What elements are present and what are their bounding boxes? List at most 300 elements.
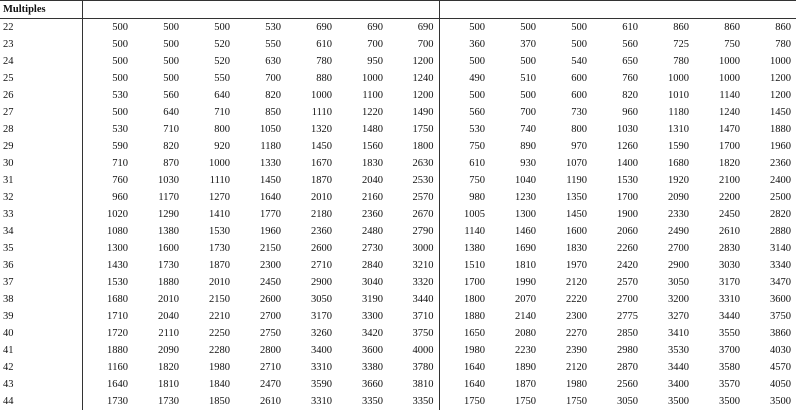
table-cell: 490: [469, 73, 485, 84]
table-row: [0, 138, 796, 155]
table-cell: 3320: [388, 274, 439, 291]
table-cell: 2360: [770, 158, 791, 169]
table-cell: 1260: [617, 141, 638, 152]
table-cell: 1450: [770, 107, 791, 118]
table-cell: 1450: [260, 175, 281, 186]
table-cell: 3500: [719, 396, 740, 407]
table-cell: 1010: [668, 90, 689, 101]
table-cell: 1680: [668, 158, 689, 169]
table-cell: 1330: [260, 158, 281, 169]
table-cell: 500: [571, 39, 587, 50]
table-cell: 1030: [158, 175, 179, 186]
table-cell: 3600: [770, 294, 791, 305]
table-cell: 3810: [388, 376, 439, 393]
table-cell: 1920: [668, 175, 689, 186]
table-cell: 2270: [566, 328, 587, 339]
table-cell: 1000: [770, 56, 791, 67]
table-cell: 780: [775, 39, 791, 50]
table-cell: 800: [571, 124, 587, 135]
table-cell: 1980: [566, 379, 587, 390]
table-cell: 1880: [107, 345, 128, 356]
table-cell: 3300: [362, 311, 383, 322]
table-cell: 3710: [388, 308, 439, 325]
table-cell: 3550: [719, 328, 740, 339]
table-cell: 1720: [107, 328, 128, 339]
table-cell: 2100: [719, 175, 740, 186]
table-cell: 2330: [668, 209, 689, 220]
table-cell: 1650: [464, 328, 485, 339]
table-cell: 500: [163, 56, 179, 67]
table-cell: 1240: [388, 70, 439, 87]
table-cell: 2700: [260, 311, 281, 322]
table-cell: 1990: [515, 277, 536, 288]
table-cell: 3340: [770, 260, 791, 271]
table-cell: 1450: [566, 209, 587, 220]
table-cell: 1200: [388, 87, 439, 104]
table-cell: 820: [622, 90, 638, 101]
table-cell: 1050: [260, 124, 281, 135]
table-cell: 560: [622, 39, 638, 50]
table-cell: 1300: [515, 209, 536, 220]
table-cell: 1730: [158, 260, 179, 271]
table-cell: 3400: [668, 379, 689, 390]
table-cell: 2360: [362, 209, 383, 220]
table-cell: 1350: [566, 192, 587, 203]
table-cell: 2800: [260, 345, 281, 356]
table-cell: 800: [214, 124, 230, 135]
table-cell: 3440: [719, 311, 740, 322]
table-cell: 2250: [209, 328, 230, 339]
table-cell: 1430: [107, 260, 128, 271]
table-cell: 1160: [107, 362, 128, 373]
table-cell: 640: [214, 90, 230, 101]
table-cell: 2600: [260, 294, 281, 305]
table-cell: 1270: [209, 192, 230, 203]
table-cell: 500: [163, 73, 179, 84]
table-cell: 2480: [362, 226, 383, 237]
table-cell: 1830: [566, 243, 587, 254]
row-label: 39: [0, 308, 82, 325]
table-cell: 1180: [668, 107, 689, 118]
table-cell: 3170: [311, 311, 332, 322]
table-cell: 2070: [515, 294, 536, 305]
table-cell: 750: [469, 141, 485, 152]
table-cell: 2570: [388, 189, 439, 206]
table-cell: 3310: [719, 294, 740, 305]
table-cell: 2750: [260, 328, 281, 339]
table-cell: 2500: [770, 192, 791, 203]
table-cell: 2880: [770, 226, 791, 237]
table-cell: 1590: [668, 141, 689, 152]
table-cell: 1810: [158, 379, 179, 390]
table-cell: 3500: [668, 396, 689, 407]
row-label: 34: [0, 223, 82, 240]
table-cell: 530: [112, 124, 128, 135]
table-cell: 1730: [107, 396, 128, 407]
table-cell: 3380: [362, 362, 383, 373]
table-row: [0, 223, 796, 240]
row-label: 43: [0, 376, 82, 393]
table-row: [0, 36, 796, 53]
row-label: 30: [0, 155, 82, 172]
table-cell: 2230: [515, 345, 536, 356]
table-cell: 850: [265, 107, 281, 118]
table-cell: 3270: [668, 311, 689, 322]
table-cell: 710: [112, 158, 128, 169]
table-row: [0, 325, 796, 342]
table-cell: 3420: [362, 328, 383, 339]
table-cell: 1820: [158, 362, 179, 373]
table-cell: 610: [316, 39, 332, 50]
table-cell: 750: [469, 175, 485, 186]
table-cell: 1870: [209, 260, 230, 271]
table-cell: 930: [520, 158, 536, 169]
table-cell: 700: [520, 107, 536, 118]
table-cell: 4000: [388, 342, 439, 359]
table-cell: 1700: [719, 141, 740, 152]
table-cell: 1290: [158, 209, 179, 220]
table-cell: 1850: [209, 396, 230, 407]
table-cell: 3050: [311, 294, 332, 305]
table-cell: 3750: [388, 325, 439, 342]
table-cell: 1470: [719, 124, 740, 135]
table-cell: 2450: [260, 277, 281, 288]
table-cell: 3860: [770, 328, 791, 339]
table-cell: 2220: [566, 294, 587, 305]
table-cell: 4050: [770, 379, 791, 390]
row-label: 25: [0, 70, 82, 87]
table-cell: 2730: [362, 243, 383, 254]
table-cell: 4570: [770, 362, 791, 373]
table-row: [0, 104, 796, 121]
table-cell: 2490: [668, 226, 689, 237]
table-cell: 700: [367, 39, 383, 50]
table-cell: 3050: [617, 396, 638, 407]
row-label: 33: [0, 206, 82, 223]
table-cell: 1000: [719, 73, 740, 84]
table-cell: 500: [520, 90, 536, 101]
table-cell: 1870: [515, 379, 536, 390]
table-cell: 1640: [260, 192, 281, 203]
table-cell: 1680: [107, 294, 128, 305]
table-cell: 1180: [260, 141, 281, 152]
row-label: 23: [0, 36, 82, 53]
row-label: 38: [0, 291, 82, 308]
table-cell: 2670: [388, 206, 439, 223]
table-cell: 2120: [566, 362, 587, 373]
table-cell: 2710: [260, 362, 281, 373]
table-cell: 2530: [388, 172, 439, 189]
table-cell: 1080: [107, 226, 128, 237]
table-cell: 1170: [158, 192, 179, 203]
table-row: [0, 257, 796, 274]
table-cell: 2090: [158, 345, 179, 356]
table-cell: 1000: [362, 73, 383, 84]
table-cell: 860: [724, 22, 740, 33]
table-row: [0, 376, 796, 393]
table-cell: 2790: [388, 223, 439, 240]
table-cell: 2040: [362, 175, 383, 186]
table-cell: 610: [469, 158, 485, 169]
table-cell: 1140: [719, 90, 740, 101]
table-cell: 1380: [464, 243, 485, 254]
table-cell: 3190: [362, 294, 383, 305]
table-cell: 500: [571, 22, 587, 33]
table-row: [0, 291, 796, 308]
row-label: 36: [0, 257, 82, 274]
table-cell: 500: [112, 73, 128, 84]
row-label: 22: [0, 19, 82, 37]
table-cell: 2900: [668, 260, 689, 271]
table-cell: 860: [673, 22, 689, 33]
table-cell: 1490: [388, 104, 439, 121]
table-row: [0, 359, 796, 376]
table-cell: 1480: [362, 124, 383, 135]
table-cell: 1700: [617, 192, 638, 203]
table-cell: 700: [388, 36, 439, 53]
table-cell: 1640: [107, 379, 128, 390]
table-cell: 2010: [311, 192, 332, 203]
table-cell: 890: [520, 141, 536, 152]
table-cell: 360: [469, 39, 485, 50]
table-cell: 640: [163, 107, 179, 118]
table-cell: 690: [316, 22, 332, 33]
table-cell: 1230: [515, 192, 536, 203]
table-row: [0, 155, 796, 172]
table-cell: 2870: [617, 362, 638, 373]
table-cell: 1240: [719, 107, 740, 118]
table-cell: 500: [469, 56, 485, 67]
table-cell: 2470: [260, 379, 281, 390]
table-cell: 1750: [515, 396, 536, 407]
table-cell: 730: [571, 107, 587, 118]
table-cell: 3040: [362, 277, 383, 288]
table-cell: 3170: [719, 277, 740, 288]
table-cell: 2300: [566, 311, 587, 322]
header-label: Multiples: [0, 1, 82, 19]
table-cell: 1970: [566, 260, 587, 271]
table-cell: 1980: [209, 362, 230, 373]
table-cell: 1000: [719, 56, 740, 67]
table-cell: 1530: [107, 277, 128, 288]
table-cell: 560: [469, 107, 485, 118]
table-cell: 1200: [770, 73, 791, 84]
table-cell: 370: [520, 39, 536, 50]
table-cell: 3590: [311, 379, 332, 390]
table-cell: 3310: [311, 396, 332, 407]
table-cell: 820: [265, 90, 281, 101]
table-cell: 1820: [719, 158, 740, 169]
table-cell: 1810: [515, 260, 536, 271]
table-cell: 3440: [388, 291, 439, 308]
table-cell: 2600: [311, 243, 332, 254]
table-cell: 1710: [107, 311, 128, 322]
table-cell: 530: [469, 124, 485, 135]
row-label: 29: [0, 138, 82, 155]
table-cell: 2850: [617, 328, 638, 339]
table-cell: 1600: [566, 226, 587, 237]
table-cell: 2150: [260, 243, 281, 254]
table-cell: 520: [214, 39, 230, 50]
table-cell: 1600: [158, 243, 179, 254]
table-cell: 960: [112, 192, 128, 203]
table-cell: 3030: [719, 260, 740, 271]
table-row: [0, 189, 796, 206]
table-cell: 3200: [668, 294, 689, 305]
table-cell: 980: [469, 192, 485, 203]
table-cell: 710: [214, 107, 230, 118]
table-cell: 1070: [566, 158, 587, 169]
table-cell: 2160: [362, 192, 383, 203]
table-cell: 1200: [770, 90, 791, 101]
table-cell: 1110: [209, 175, 230, 186]
table-cell: 880: [316, 73, 332, 84]
table-cell: 970: [571, 141, 587, 152]
table-cell: 1320: [311, 124, 332, 135]
table-cell: 1190: [566, 175, 587, 186]
table-cell: 500: [163, 39, 179, 50]
table-cell: 2610: [719, 226, 740, 237]
table-cell: 650: [622, 56, 638, 67]
header-row: [0, 1, 796, 19]
table-row: [0, 87, 796, 104]
table-cell: 1870: [311, 175, 332, 186]
table-cell: 3440: [668, 362, 689, 373]
row-label: 35: [0, 240, 82, 257]
table-cell: 690: [367, 22, 383, 33]
table-cell: 1670: [311, 158, 332, 169]
table-cell: 1730: [209, 243, 230, 254]
table-cell: 550: [265, 39, 281, 50]
table-cell: 1890: [515, 362, 536, 373]
table-cell: 2090: [668, 192, 689, 203]
table-cell: 500: [163, 22, 179, 33]
table-cell: 2060: [617, 226, 638, 237]
table-cell: 2110: [158, 328, 179, 339]
table-cell: 2700: [668, 243, 689, 254]
table-cell: 1400: [617, 158, 638, 169]
table-cell: 1030: [617, 124, 638, 135]
table-cell: 1980: [464, 345, 485, 356]
table-cell: 2630: [388, 155, 439, 172]
table-cell: 760: [622, 73, 638, 84]
table-row: [0, 240, 796, 257]
table-cell: 1640: [464, 362, 485, 373]
table-cell: 2140: [515, 311, 536, 322]
table-cell: 1800: [464, 294, 485, 305]
table-cell: 3210: [388, 257, 439, 274]
table-cell: 1960: [770, 141, 791, 152]
table-cell: 1140: [464, 226, 485, 237]
table-cell: 1750: [388, 121, 439, 138]
table-row: [0, 274, 796, 291]
table-cell: 1880: [464, 311, 485, 322]
table-cell: 530: [112, 90, 128, 101]
row-label: 28: [0, 121, 82, 138]
table-cell: 500: [112, 39, 128, 50]
table-cell: 2775: [617, 311, 638, 322]
table-cell: 3260: [311, 328, 332, 339]
table-cell: 1750: [464, 396, 485, 407]
table-cell: 2260: [617, 243, 638, 254]
table-cell: 1020: [107, 209, 128, 220]
table-cell: 600: [571, 73, 587, 84]
table-cell: 500: [112, 22, 128, 33]
table-cell: 3700: [719, 345, 740, 356]
table-row: [0, 172, 796, 189]
table-cell: 3750: [770, 311, 791, 322]
table-cell: 1000: [668, 73, 689, 84]
table-cell: 2820: [770, 209, 791, 220]
table-cell: 3660: [362, 379, 383, 390]
table-cell: 3600: [362, 345, 383, 356]
table-cell: 760: [112, 175, 128, 186]
table-cell: 780: [673, 56, 689, 67]
table-cell: 530: [265, 22, 281, 33]
table-cell: 960: [622, 107, 638, 118]
table-cell: 2450: [719, 209, 740, 220]
table-cell: 3350: [388, 393, 439, 410]
row-label: 41: [0, 342, 82, 359]
table-cell: 1880: [158, 277, 179, 288]
table-cell: 1005: [464, 209, 485, 220]
table-cell: 2840: [362, 260, 383, 271]
row-label: 40: [0, 325, 82, 342]
table-cell: 3050: [668, 277, 689, 288]
table-cell: 1830: [362, 158, 383, 169]
table-cell: 1960: [260, 226, 281, 237]
table-cell: 1690: [515, 243, 536, 254]
table-cell: 2420: [617, 260, 638, 271]
table-cell: 740: [520, 124, 536, 135]
table-cell: 1700: [464, 277, 485, 288]
table-cell: 3500: [770, 396, 791, 407]
table-cell: 2900: [311, 277, 332, 288]
row-label: 44: [0, 393, 82, 410]
table-cell: 1880: [770, 124, 791, 135]
table-cell: 1450: [311, 141, 332, 152]
table-cell: 2210: [209, 311, 230, 322]
table-row: [0, 308, 796, 325]
table-cell: 2610: [260, 396, 281, 407]
table-cell: 1410: [209, 209, 230, 220]
table-cell: 700: [265, 73, 281, 84]
table-cell: 1460: [515, 226, 536, 237]
table-cell: 560: [163, 90, 179, 101]
table-cell: 2400: [770, 175, 791, 186]
table-cell: 3000: [388, 240, 439, 257]
table-cell: 3410: [668, 328, 689, 339]
table-cell: 2200: [719, 192, 740, 203]
table-cell: 1530: [617, 175, 638, 186]
table-cell: 3140: [770, 243, 791, 254]
table-cell: 1840: [209, 379, 230, 390]
table-cell: 1640: [464, 379, 485, 390]
table-cell: 550: [214, 73, 230, 84]
table-cell: 710: [163, 124, 179, 135]
table-cell: 780: [316, 56, 332, 67]
table-cell: 3470: [770, 277, 791, 288]
table-cell: 750: [724, 39, 740, 50]
table-row: [0, 393, 796, 410]
row-label: 27: [0, 104, 82, 121]
table-cell: 630: [265, 56, 281, 67]
table-cell: 2180: [311, 209, 332, 220]
table-cell: 2830: [719, 243, 740, 254]
table-cell: 820: [163, 141, 179, 152]
table-cell: 500: [112, 107, 128, 118]
table-cell: 1770: [260, 209, 281, 220]
